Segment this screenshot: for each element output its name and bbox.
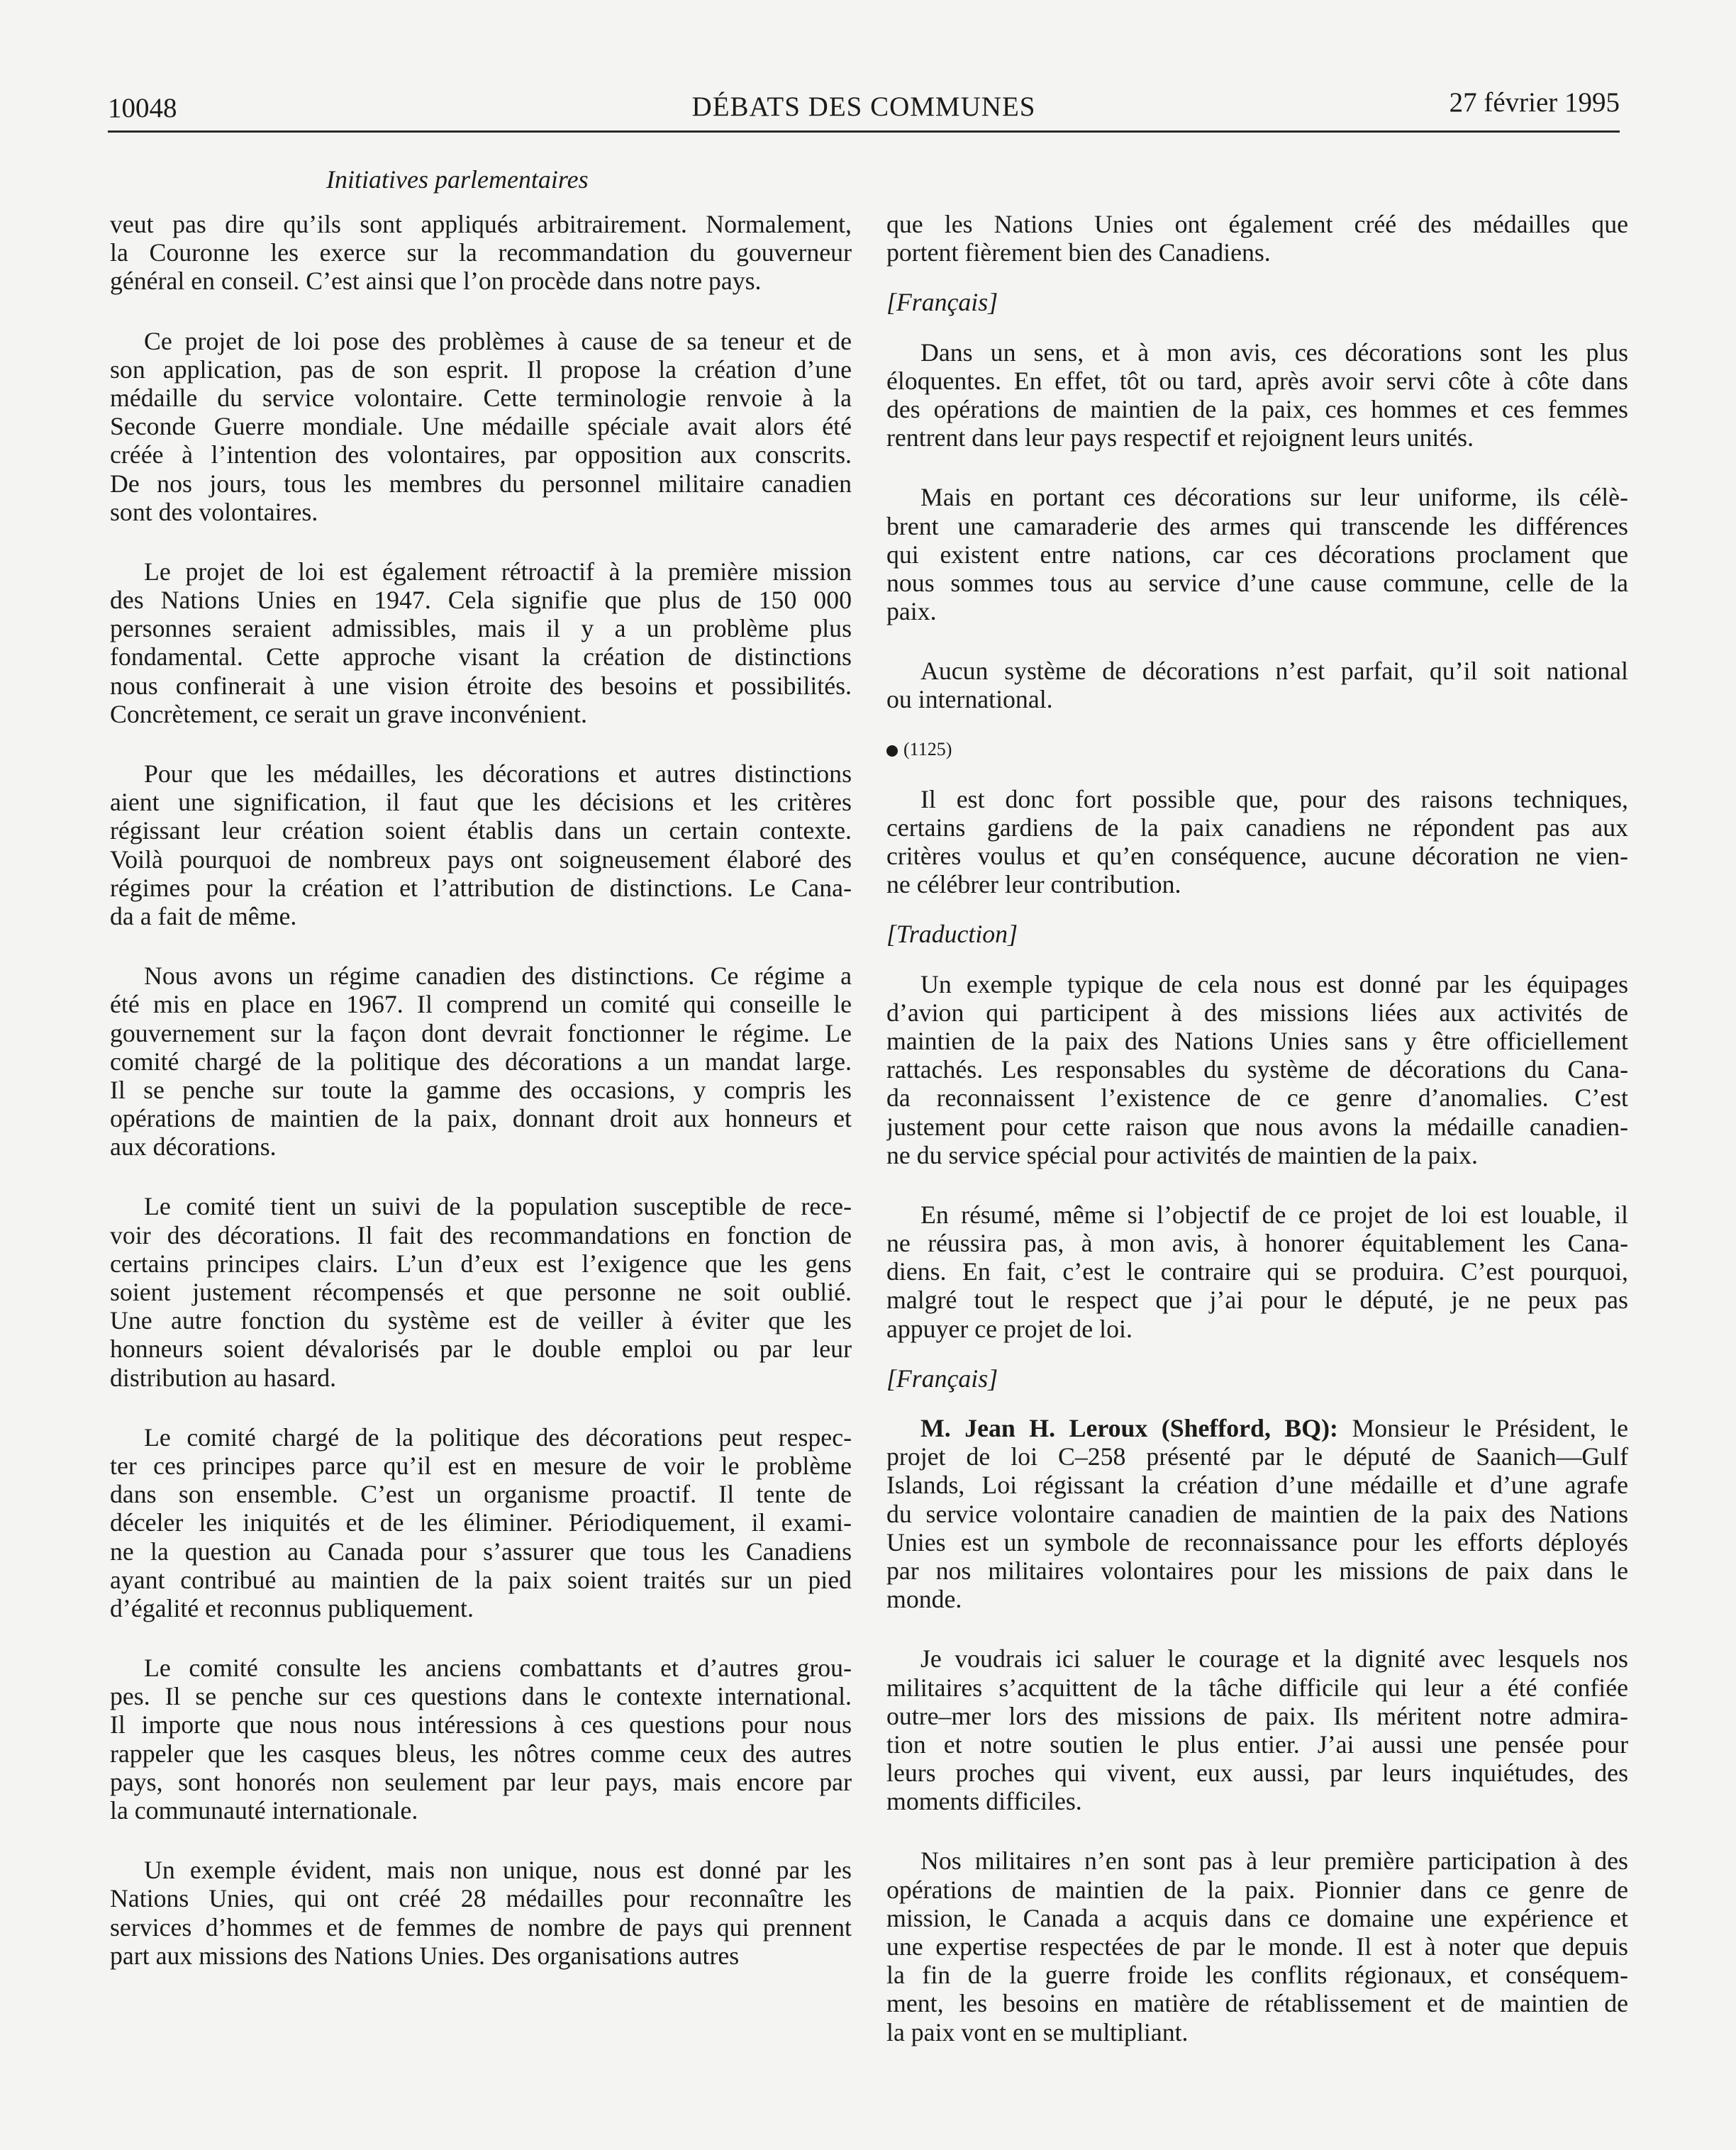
text-line: projet de loi C–258 présenté par le député de Saanich—Gulf <box>886 1442 1628 1471</box>
speaker-name: M. Jean H. Leroux (Shefford, BQ): <box>920 1414 1338 1443</box>
text-line: Nos militaires n’en sont pas à leur première participation à des <box>920 1847 1628 1876</box>
bullet-icon <box>886 745 898 757</box>
paragraph <box>110 557 852 728</box>
text-line: pays, sont honorés non seulement par leur pays, mais encore par <box>110 1767 852 1796</box>
paragraph <box>110 327 852 526</box>
paragraph-gap <box>886 714 1628 735</box>
language-tag: [Français] <box>886 1364 998 1393</box>
text-line: aux décorations. <box>110 1132 277 1162</box>
text-line: Une autre fonction du système est de veiller à éviter que les <box>110 1306 852 1335</box>
paragraph-gap <box>886 949 1628 970</box>
paragraph <box>886 785 1628 899</box>
text-line: Nous avons un régime canadien des distinctions. Ce régime a <box>144 962 852 991</box>
paragraph-gap <box>886 1343 1628 1364</box>
text-line: d’égalité et reconnus publiquement. <box>110 1593 474 1622</box>
text-line: par nos militaires volontaires pour les missions de paix dans le <box>886 1556 1628 1585</box>
text-line: paix. <box>886 597 937 626</box>
text-line: la paix vont en se multipliant. <box>886 2017 1189 2046</box>
paragraph <box>886 657 1628 713</box>
text-line: services d’hommes et de femmes de nombre de pays qui prennent <box>110 1912 852 1942</box>
publication-title: DÉBATS DES COMMUNES <box>691 91 1036 122</box>
text-line: tion et notre soutien le plus entier. J’ai aussi une pensée pour <box>886 1730 1628 1759</box>
text-line: ment, les besoins en matière de rétablissement et de maintien de <box>886 1989 1628 2018</box>
text-line: médaille du service volontaire. Cette terminologie renvoie à la <box>110 383 852 412</box>
paragraph-gap <box>886 1613 1628 1644</box>
text-line: régimes pour la création et l’attribution de distinctions. Le Cana- <box>110 873 852 902</box>
left-column <box>110 210 852 1970</box>
text-line: Un exemple évident, mais non unique, nous est donné par les <box>144 1856 852 1885</box>
text-line: rattachés. Les responsables du système de décorations du Cana- <box>886 1055 1628 1084</box>
text-line: Ce projet de loi pose des problèmes à cause de sa teneur et de <box>144 326 852 355</box>
right-column <box>886 210 1628 2046</box>
paragraph-gap <box>110 728 852 759</box>
paragraph <box>110 1654 852 1825</box>
text-line: comité chargé de la politique des décorations a un mandat large. <box>110 1047 852 1076</box>
paragraph-gap <box>110 1622 852 1654</box>
text-line: rappeler que les casques bleus, les nôtres comme ceux des autres <box>110 1739 852 1768</box>
paragraph <box>110 1192 852 1391</box>
text-line: ne du service spécial pour activités de maintien de la paix. <box>886 1140 1478 1169</box>
paragraph-gap <box>886 317 1628 338</box>
language-tag: [Français] <box>886 288 998 317</box>
text-line: brent une camaraderie des armes qui transcende les différences <box>886 511 1628 540</box>
text-line: Un exemple typique de cela nous est donné par les équipages <box>920 969 1628 998</box>
paragraph-gap <box>886 625 1628 657</box>
text-line: Islands, Loi régissant la création d’une médaille et d’une agrafe <box>886 1471 1628 1500</box>
text-line-content: Monsieur le Président, le <box>1337 1414 1628 1443</box>
paragraph <box>110 759 852 930</box>
text-line: appuyer ce projet de loi. <box>886 1314 1133 1343</box>
paragraph <box>886 210 1628 267</box>
text-line: dans son ensemble. C’est un organisme proactif. Il tente de <box>110 1480 852 1509</box>
text-line: général en conseil. C’est ainsi que l’on procède dans notre pays. <box>110 267 762 296</box>
text-line: mission, le Canada a acquis dans ce domaine une expérience et <box>886 1903 1628 1932</box>
text-line: diens. En fait, c’est le contraire qui se produira. C’est pourquoi, <box>886 1257 1628 1286</box>
publication-date: 27 février 1995 <box>1449 87 1620 118</box>
page-header <box>108 84 1620 133</box>
text-line: été mis en place en 1967. Il comprend un comité qui conseille le <box>110 990 852 1019</box>
text-line: Nations Unies, qui ont créé 28 médailles pour reconnaître les <box>110 1884 852 1913</box>
paragraph-gap <box>110 1825 852 1856</box>
text-line: son application, pas de son esprit. Il propose la création d’une <box>110 355 852 384</box>
text-line: distribution au hasard. <box>110 1363 337 1392</box>
text-line: des Nations Unies en 1947. Cela signifie que plus de 150 000 <box>110 586 852 615</box>
text-line: part aux missions des Nations Unies. Des organisations autres <box>110 1941 740 1970</box>
text-line: Le comité tient un suivi de la population susceptible de rece- <box>144 1192 852 1221</box>
paragraph-gap <box>886 452 1628 483</box>
text-line: leurs proches qui vivent, eux aussi, par leurs inquiétudes, des <box>886 1759 1628 1788</box>
text-line: moments difficiles. <box>886 1787 1082 1816</box>
paragraph-gap <box>110 1161 852 1192</box>
page-number: 10048 <box>108 93 177 123</box>
text-line: Aucun système de décorations n’est parfait, qu’il soit national <box>920 657 1628 686</box>
section-rubric: Initiatives parlementaires <box>326 165 589 194</box>
text-line: honneurs soient dévalorisés par le double emploi ou par leur <box>110 1335 852 1364</box>
text-line: Pour que les médailles, les décorations et autres distinctions <box>144 759 852 788</box>
text-line: ne célébrer leur contribution. <box>886 870 1181 899</box>
time-marker-text: (1125) <box>903 738 952 759</box>
text-line: des opérations de maintien de la paix, ces hommes et ces femmes <box>886 394 1628 423</box>
text-line: ou international. <box>886 685 1053 714</box>
text-line: militaires s’acquittent de la tâche difficile qui leur a été confiée <box>886 1673 1628 1702</box>
text-line: soient justement récompensés et que personne ne soit oublié. <box>110 1278 852 1306</box>
paragraph <box>886 1847 1628 2046</box>
text-line: certains gardiens de la paix canadiens ne répondent pas aux <box>886 813 1628 842</box>
text-line: fondamental. Cette approche visant la création de distinctions <box>110 642 852 672</box>
text-line: Je voudrais ici saluer le courage et la dignité avec lesquels nos <box>920 1644 1628 1673</box>
text-line: Unies est un symbole de reconnaissance pour les efforts déployés <box>886 1527 1628 1556</box>
text-line: régissant leur création soient établis dans un certain contexte. <box>110 816 852 845</box>
text-line: opérations de maintien de la paix. Pionnier dans ce genre de <box>886 1875 1628 1904</box>
text-line: une expertise respectées de par le monde. Il est à noter que depuis <box>886 1932 1628 1961</box>
text-line: da reconnaissent l’existence de ce genre d’anomalies. C’est <box>886 1084 1628 1113</box>
text-line: la communauté internationale. <box>110 1796 418 1825</box>
text-line: nous confinerait à une vision étroite des besoins et possibilités. <box>110 671 852 700</box>
paragraph-gap <box>110 526 852 557</box>
paragraph <box>110 210 852 296</box>
text-line: De nos jours, tous les membres du personnel militaire canadien <box>110 469 852 498</box>
text-line: ter ces principes parce qu’il est en mesure de voir le problème <box>110 1451 852 1480</box>
text-line: Le comité consulte les anciens combattants et d’autres grou- <box>144 1654 852 1683</box>
text-line: pes. Il se penche sur ces questions dans le contexte international. <box>110 1682 852 1711</box>
text-line: créée à l’intention des volontaires, par opposition aux conscrits. <box>110 440 852 469</box>
paragraph <box>110 1856 852 1970</box>
paragraph-gap <box>886 1815 1628 1847</box>
text-line: qui existent entre nations, car ces décorations proclament que <box>886 540 1628 569</box>
paragraph <box>110 962 852 1161</box>
text-line: maintien de la paix des Nations Unies sans y être officiellement <box>886 1026 1628 1055</box>
text-line: d’avion qui participent à des missions liées aux activités de <box>886 998 1628 1027</box>
text-line: voir des décorations. Il fait des recommandations en fonction de <box>110 1220 852 1249</box>
text-line: Voilà pourquoi de nombreux pays ont soigneusement élaboré des <box>110 845 852 874</box>
text-line <box>886 1414 1628 1442</box>
text-line: la fin de la guerre froide les conflits régionaux, et conséquem- <box>886 1961 1628 1990</box>
paragraph <box>886 483 1628 625</box>
text-line: Il est donc fort possible que, pour des raisons techniques, <box>920 784 1628 813</box>
text-line: Concrètement, ce serait un grave inconvénient. <box>110 699 587 728</box>
text-line: Seconde Guerre mondiale. Une médaille spéciale avait alors été <box>110 412 852 441</box>
paragraph <box>886 970 1628 1169</box>
text-line: Il importe que nous nous intéressions à ces questions pour nous <box>110 1710 852 1739</box>
paragraph <box>886 1201 1628 1343</box>
paragraph-gap <box>886 898 1628 920</box>
text-line: da a fait de même. <box>110 901 297 930</box>
language-tag: [Traduction] <box>886 920 1018 949</box>
text-line: Mais en portant ces décorations sur leur uniforme, ils célè- <box>920 483 1628 512</box>
text-line: Le comité chargé de la politique des décorations peut respec- <box>144 1422 852 1452</box>
text-line: En résumé, même si l’objectif de ce projet de loi est louable, il <box>920 1200 1628 1229</box>
paragraph <box>886 338 1628 452</box>
text-line: du service volontaire canadien de maintien de la paix des Nations <box>886 1499 1628 1528</box>
text-line: ne réussira pas, à mon avis, à honorer équitablement les Cana- <box>886 1229 1628 1258</box>
text-line: Dans un sens, et à mon avis, ces décorations sont les plus <box>920 338 1628 367</box>
text-line: veut pas dire qu’ils sont appliqués arbitrairement. Normalement, <box>110 210 852 238</box>
text-line: ayant contribué au maintien de la paix soient traités sur un pied <box>110 1565 852 1594</box>
text-line: portent fièrement bien des Canadiens. <box>886 238 1271 267</box>
paragraph-gap <box>110 1392 852 1423</box>
text-line: justement pour cette raison que nous avons la médaille canadien- <box>886 1112 1628 1141</box>
paragraph-gap <box>886 764 1628 785</box>
text-line: que les Nations Unies ont également créé des médailles que <box>886 210 1628 238</box>
text-line: gouvernement sur la façon dont devrait fonctionner le régime. Le <box>110 1018 852 1047</box>
text-line: aient une signification, il faut que les décisions et les critères <box>110 788 852 817</box>
text-line: rentrent dans leur pays respectif et rejoignent leurs unités. <box>886 423 1474 452</box>
paragraph <box>886 1644 1628 1815</box>
text-line: sont des volontaires. <box>110 497 318 526</box>
text-line: monde. <box>886 1585 962 1614</box>
text-line: la Couronne les exerce sur la recommandation du gouverneur <box>110 238 852 267</box>
text-line: malgré tout le respect que j’ai pour le député, je ne peux pas <box>886 1286 1628 1315</box>
text-line: certains principes clairs. L’un d’eux est l’exigence que les gens <box>110 1249 852 1278</box>
paragraph-gap <box>110 930 852 962</box>
text-line: déceler les iniquités et de les éliminer. Périodiquement, il exami- <box>110 1508 852 1537</box>
text-line: outre–mer lors des missions de paix. Ils méritent notre admira- <box>886 1701 1628 1730</box>
text-line: critères voulus et qu’en conséquence, aucune décoration ne vien- <box>886 842 1628 871</box>
paragraph-gap <box>886 1393 1628 1414</box>
text-line: éloquentes. En effet, tôt ou tard, après avoir servi côte à côte dans <box>886 366 1628 395</box>
paragraph-gap <box>886 1169 1628 1201</box>
text-line: personnes seraient admissibles, mais il y a un problème plus <box>110 614 852 643</box>
text-line: opérations de maintien de la paix, donnant droit aux honneurs et <box>110 1104 852 1133</box>
text-line: Il se penche sur toute la gamme des occasions, y compris les <box>110 1075 852 1104</box>
paragraph-gap <box>886 267 1628 288</box>
paragraph <box>886 1414 1628 1613</box>
text-line: Le projet de loi est également rétroactif à la première mission <box>144 557 852 586</box>
time-marker <box>886 735 1628 764</box>
text-line: ne la question au Canada pour s’assurer que tous les Canadiens <box>110 1537 852 1566</box>
paragraph-gap <box>110 296 852 327</box>
paragraph <box>110 1423 852 1622</box>
text-line: nous sommes tous au service d’une cause commune, celle de la <box>886 568 1628 597</box>
